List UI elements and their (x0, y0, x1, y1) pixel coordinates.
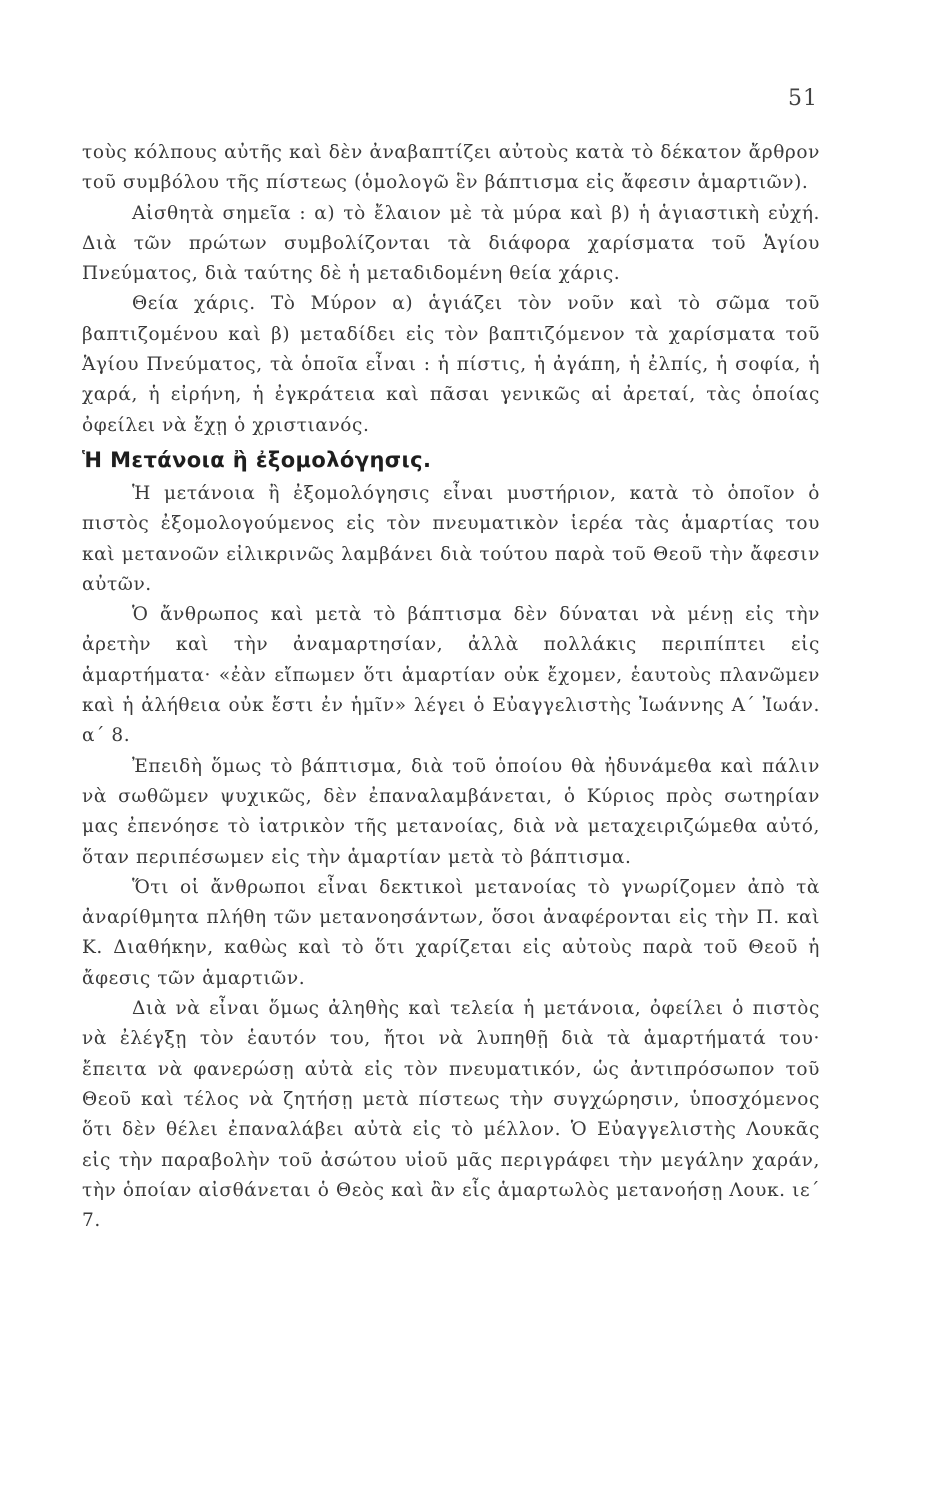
paragraph-true-repentance: Διὰ νὰ εἶναι ὅμως ἀληθὴς καὶ τελεία ἡ μετάνοια, ὀφείλει ὁ πιστὸς νὰ ἐλέγξῃ τὸν ἑαυτόν του, ἤτοι νὰ λυπηθῇ διὰ τὰ ἁμαρτήματά του· ἔπειτα νὰ φανερώσῃ αὐτὰ εἰς τὸν πνευματικόν, ὡς ἀντιπρόσωπον τοῦ Θεοῦ καὶ τέλος νὰ ζητήσῃ μετὰ πίστεως τὴν συγχώρησιν, ὑποσχόμενος ὅτι δὲν θέλει ἐπαναλάβει αὐτὰ εἰς τὸ μέλλον. Ὁ Εὐαγγελιστὴς Λουκᾶς εἰς τὴν παραβολὴν τοῦ ἀσώτου υἱοῦ μᾶς περιγράφει τὴν μεγάλην χαράν, τὴν ὁποίαν αἰσθάνεται ὁ Θεὸς καὶ ἂν εἷς ἁμαρτωλὸς μετανοήσῃ Λουκ. ιε΄ 7. (82, 998, 820, 1232)
paragraph-sensible-signs: Αἰσθητὰ σημεῖα : α) τὸ ἔλαιον μὲ τὰ μύρα καὶ β) ἡ ἁγιαστικὴ εὐχή. Διὰ τῶν πρώτων συμβολίζονται τὰ διάφορα χαρίσματα τοῦ Ἁγίου Πνεύματος, διὰ ταύτης δὲ ἡ μεταδιδομένη θεία χάρις. (82, 202, 820, 285)
paragraph-definition: Ἡ μετάνοια ἢ ἐξομολόγησις εἶναι μυστήριον, κατὰ τὸ ὁποῖον ὁ πιστὸς ἐξομολογούμενος εἰς τὸν πνευματικὸν ἱερέα τὰς ἁμαρτίας του καὶ μετανοῶν εἰλικρινῶς λαμβάνει διὰ τούτου παρὰ τοῦ Θεοῦ τὴν ἄφεσιν αὐτῶν. (82, 482, 820, 595)
paragraph-remedy: Ἐπειδὴ ὅμως τὸ βάπτισμα, διὰ τοῦ ὁποίου θὰ ἠδυνάμεθα καὶ πάλιν νὰ σωθῶμεν ψυχικῶς, δὲν ἐπαναλαμβάνεται, ὁ Κύριος πρὸς σωτηρίαν μας ἐπενόησε τὸ ἰατρικὸν τῆς μετανοίας, διὰ νὰ μεταχειριζώμεθα αὐτό, ὅταν περιπέσωμεν εἰς τὴν ἁμαρτίαν μετὰ τὸ βάπτισμα. (82, 755, 820, 868)
section-heading: Ἡ Μετάνοια ἢ ἐξομολόγησις. (82, 447, 432, 472)
body-text (82, 138, 820, 1236)
paragraph-receptive: Ὅτι οἱ ἄνθρωποι εἶναι δεκτικοὶ μετανοίας τὸ γνωρίζομεν ἀπὸ τὰ ἀναρίθμητα πλήθη τῶν μετανοησάντων, ὅσοι ἀναφέρονται εἰς τὴν Π. καὶ Κ. Διαθήκην, καθὼς καὶ τὸ ὅτι χαρίζεται εἰς αὐτοὺς παρὰ τοῦ Θεοῦ ἡ ἄφεσις τῶν ἁμαρτιῶν. (82, 876, 820, 989)
paragraph-baptism-end: τοὺς κόλπους αὐτῆς καὶ δὲν ἀναβαπτίζει αὐτοὺς κατὰ τὸ δέκατον ἄρθρον τοῦ συμβόλου τῆς πίστεως (ὁμολογῶ ἓν βάπτισμα εἰς ἄφεσιν ἁμαρτιῶν). (82, 142, 820, 194)
page-number: 51 (788, 86, 818, 111)
paragraph-divine-grace: Θεία χάρις. Τὸ Μύρον α) ἁγιάζει τὸν νοῦν καὶ τὸ σῶμα τοῦ βαπτιζομένου καὶ β) μεταδίδει εἰς τὸν βαπτιζόμενον τὰ χαρίσματα τοῦ Ἁγίου Πνεύματος, τὰ ὁποῖα εἶναι : ἡ πίστις, ἡ ἀγάπη, ἡ ἐλπίς, ἡ σοφία, ἡ χαρά, ἡ εἰρήνη, ἡ ἐγκράτεια καὶ πᾶσαι γενικῶς αἱ ἀρεταί, τὰς ὁποίας ὀφείλει νὰ ἔχῃ ὁ χριστιανός. (82, 293, 820, 436)
paragraph-sin-after-baptism: Ὁ ἄνθρωπος καὶ μετὰ τὸ βάπτισμα δὲν δύναται νὰ μένῃ εἰς τὴν ἀρετὴν καὶ τὴν ἀναμαρτησίαν, ἀλλὰ πολλάκις περιπίπτει εἰς ἁμαρτήματα· «ἐὰν εἴπωμεν ὅτι ἁμαρτίαν οὐκ ἔχομεν, ἑαυτοὺς πλανῶμεν καὶ ἡ ἀλήθεια οὐκ ἔστι ἐν ἡμῖν» λέγει ὁ Εὐαγγελιστὴς Ἰωάννης Α΄ Ἰωάν. α΄ 8. (82, 604, 820, 747)
